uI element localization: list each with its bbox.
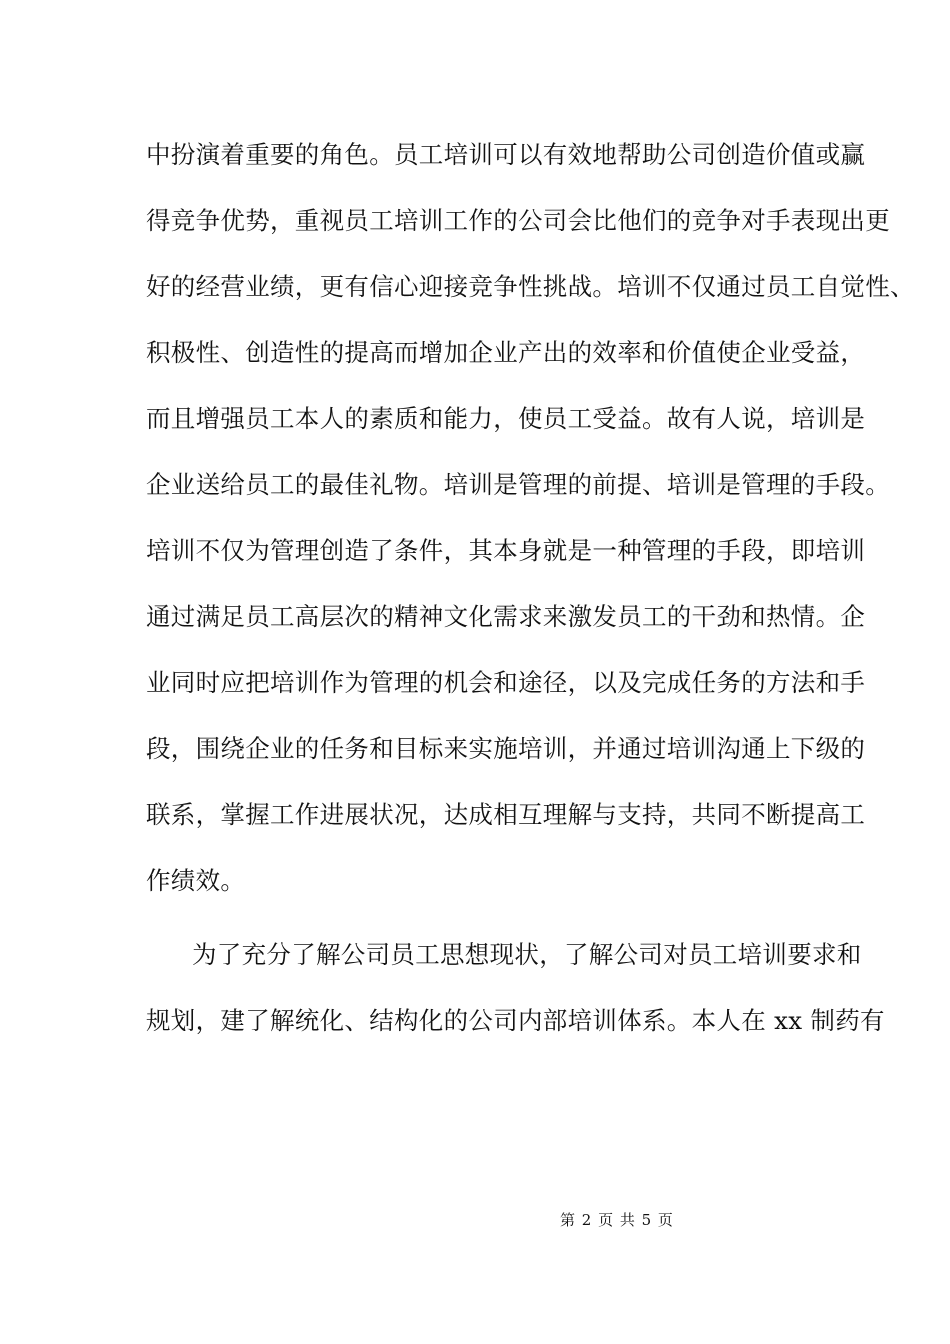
page-number-footer: 第 2 页 共 5 页 xyxy=(560,1211,674,1229)
paragraph-first-line: 为了充分了解公司员工思想现状，了解公司对员工培训要求和 xyxy=(192,940,862,969)
text-line: 而且增强员工本人的素质和能力，使员工受益。故有人说，培训是 xyxy=(146,404,866,433)
text-line: 段，围绕企业的任务和目标来实施培训，并通过培训沟通上下级的 xyxy=(146,734,866,763)
text-line: 作绩效。 xyxy=(146,866,246,895)
text-line: 得竞争优势，重视员工培训工作的公司会比他们的竞争对手表现出更 xyxy=(146,206,890,235)
text-line: 企业送给员工的最佳礼物。培训是管理的前提、培训是管理的手段。 xyxy=(146,470,890,499)
text-line: 积极性、创造性的提高而增加企业产出的效率和价值使企业受益， xyxy=(146,338,866,367)
text-line: 规划，建了解统化、结构化的公司内部培训体系。本人在 xx 制药有 xyxy=(146,1006,885,1035)
text-line: 培训不仅为管理创造了条件，其本身就是一种管理的手段，即培训 xyxy=(146,536,866,565)
document-body xyxy=(146,130,915,1062)
text-line: 通过满足员工高层次的精神文化需求来激发员工的干劲和热情。企 xyxy=(146,602,866,631)
text-line: 联系，掌握工作进展状况，达成相互理解与支持，共同不断提高工 xyxy=(146,800,866,829)
text-line: 中扮演着重要的角色。员工培训可以有效地帮助公司创造价值或赢 xyxy=(146,140,866,169)
text-line: 业同时应把培训作为管理的机会和途径，以及完成任务的方法和手 xyxy=(146,668,866,697)
text-line: 好的经营业绩，更有信心迎接竞争性挑战。培训不仅通过员工自觉性、 xyxy=(146,272,915,301)
